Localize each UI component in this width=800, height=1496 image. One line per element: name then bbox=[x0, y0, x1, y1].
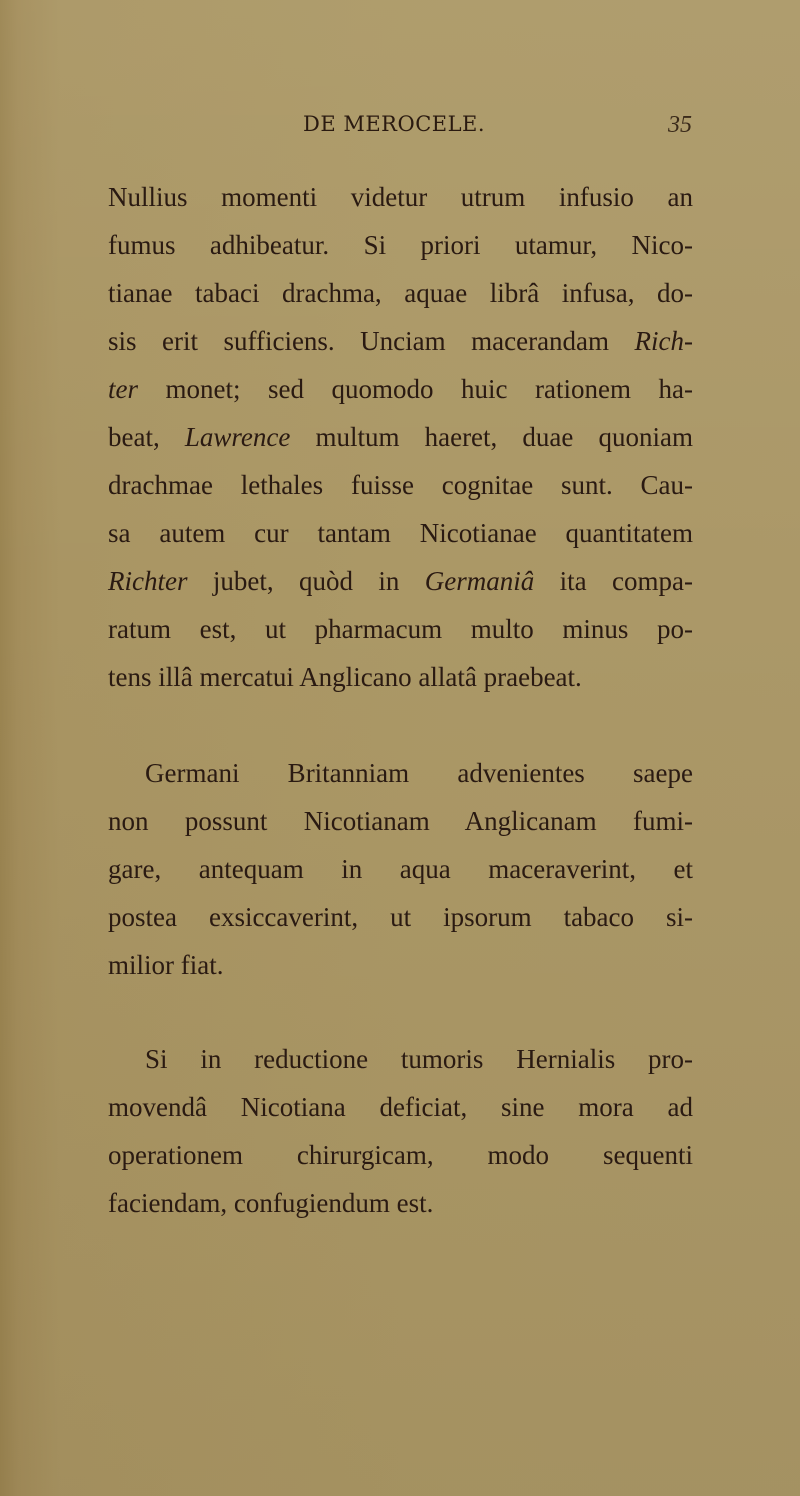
text-line bbox=[108, 852, 693, 886]
text-segment: multum haeret, duae quoniam bbox=[290, 422, 693, 452]
text-segment: gare, antequam in aqua maceraverint, et bbox=[108, 854, 693, 884]
text-line bbox=[108, 1138, 693, 1172]
text-line bbox=[145, 756, 693, 790]
text-segment: Nullius momenti videtur utrum infusio an bbox=[108, 182, 693, 212]
text-line bbox=[108, 324, 693, 358]
text-segment: tens illâ mercatui Anglicano allatâ praebeat. bbox=[108, 662, 582, 692]
running-head-title: DE MEROCELE. bbox=[303, 112, 486, 136]
text-segment: drachmae lethales fuisse cognitae sunt. Cau- bbox=[108, 470, 693, 500]
text-segment: ratum est, ut pharmacum multo minus po- bbox=[108, 614, 693, 644]
text-segment: tianae tabaci drachma, aquae librâ infusa, do- bbox=[108, 278, 693, 308]
text-segment: Germani Britanniam advenientes saepe bbox=[145, 758, 693, 788]
text-segment: non possunt Nicotianam Anglicanam fumi- bbox=[108, 806, 693, 836]
text-line bbox=[108, 420, 693, 454]
text-line bbox=[108, 900, 693, 934]
text-line bbox=[108, 276, 693, 310]
text-line bbox=[108, 516, 693, 550]
text-segment: monet; sed quomodo huic rationem ha- bbox=[138, 374, 693, 404]
text-line bbox=[108, 1090, 693, 1124]
text-segment: sa autem cur tantam Nicotianae quantitatem bbox=[108, 518, 693, 548]
text-line bbox=[108, 180, 693, 214]
text-line bbox=[108, 948, 693, 982]
text-segment: beat, bbox=[108, 422, 185, 452]
text-segment: operationem chirurgicam, modo sequenti bbox=[108, 1140, 693, 1170]
text-segment: jubet, quòd in bbox=[187, 566, 425, 596]
text-segment: milior fiat. bbox=[108, 950, 224, 980]
text-segment: faciendam, confugiendum est. bbox=[108, 1188, 434, 1218]
text-segment: movendâ Nicotiana deficiat, sine mora ad bbox=[108, 1092, 693, 1122]
text-segment: postea exsiccaverint, ut ipsorum tabaco si- bbox=[108, 902, 693, 932]
italic-name: Rich- bbox=[634, 326, 693, 356]
text-segment: Si in reductione tumoris Hernialis pro- bbox=[145, 1044, 693, 1074]
text-line bbox=[108, 228, 693, 262]
text-line bbox=[145, 1042, 693, 1076]
italic-name: Lawrence bbox=[184, 422, 291, 452]
text-line bbox=[108, 564, 693, 598]
italic-name: Richter bbox=[108, 566, 188, 596]
italic-name: Germaniâ bbox=[424, 566, 535, 596]
text-segment: sis erit sufficiens. Unciam macerandam bbox=[108, 326, 635, 356]
text-segment: ita compa- bbox=[534, 566, 693, 596]
text-line bbox=[108, 1186, 693, 1220]
italic-name: ter bbox=[108, 374, 138, 404]
text-line bbox=[108, 804, 693, 838]
text-line bbox=[108, 612, 693, 646]
page-number: 35 bbox=[668, 112, 692, 138]
text-segment: fumus adhibeatur. Si priori utamur, Nico- bbox=[108, 230, 693, 260]
text-line bbox=[108, 468, 693, 502]
text-line bbox=[108, 372, 693, 406]
text-line bbox=[108, 660, 693, 694]
